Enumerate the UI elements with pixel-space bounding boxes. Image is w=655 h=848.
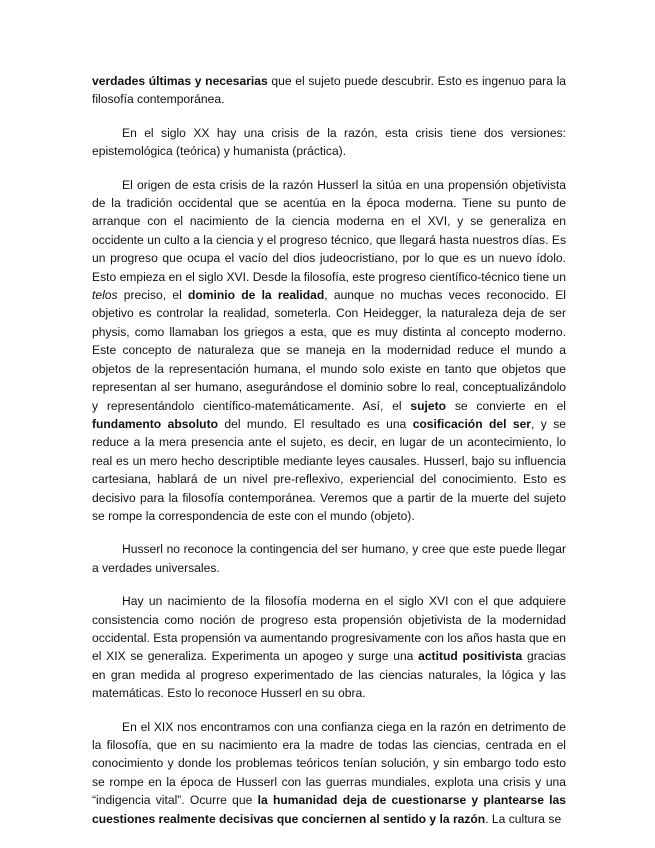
paragraph	[92, 124, 566, 161]
paragraph	[92, 72, 566, 109]
text-run: gracias en gran medida al progreso experimentado de las ciencias naturales, la lógica y las matemáticas. Esto lo reconoce Husserl en su obra.	[92, 649, 566, 701]
bold-text: actitud positivista	[418, 649, 523, 664]
text-run: , aunque no muchas veces reconocido. El objetivo es controlar la realidad, someterla. Con Heidegger, la naturaleza deja de ser physis, como llamaban los griegos a esta, que es muy distinta al concepto moderno. Este concepto de naturaleza que se maneja en la modernidad reduce el mundo a objetos de la representación humana, el mundo solo existe en tanto que objetos que representan al ser humano, asegurándose el dominio sobre lo real, conceptualizándolo y representándolo científico-matemáticamente. Así, el	[92, 288, 566, 413]
text-run: se convierte en el	[446, 398, 566, 413]
bold-text: sujeto	[410, 398, 446, 413]
text-run: , y se reduce a la mera presencia ante el sujeto, es decir, en lugar de un acontecimiento, lo real es un mero hecho descriptible mediante leyes causales. Husserl, bajo su influencia cartesiana, hablará de un nivel pre-reflexivo, experiencial del conocimiento. Esto es decisivo para la filosofía contemporánea. Veremos que a partir de la muerte del sujeto se rompe la correspondencia de este con el mundo (objeto).	[92, 416, 566, 523]
paragraph	[92, 176, 566, 526]
text-run: En el XIX nos encontramos con una confianza ciega en la razón en detrimento de la filosofía, que en su nacimiento era la madre de todas las ciencias, centrada en el conocimiento y donde los problemas teóricos tenían solución, y sin embargo todo esto se rompe en la época de Husserl con las guerras mundiales, explota una crisis y una “indigencia vital”. Ocurre que	[92, 719, 566, 808]
bold-text: cosificación del ser	[412, 416, 532, 431]
text-run: preciso, el	[117, 288, 188, 303]
bold-text: verdades últimas y necesarias	[92, 74, 268, 88]
bold-text: la humanidad deja de cuestionarse y plantearse las cuestiones realmente decisivas que conciernen al sentido y la razón	[92, 793, 566, 826]
paragraph	[92, 718, 566, 828]
text-run: En el siglo XX hay una crisis de la razón, esta crisis tiene dos versiones: epistemológica (teórica) y humanista (práctica).	[92, 125, 566, 159]
text-run: El origen de esta crisis de la razón Husserl la sitúa en una propensión objetivista de la tradición occidental que se acentúa en la época moderna. Tiene su punto de arranque con el nacimiento de la ciencia moderna en el XVI, y se generaliza en occidente un culto a la ciencia y el progreso técnico, que llegará hasta nuestros días. Es un progreso que ocupa el vacío del dios judeocristiano, por lo que es un nuevo ídolo. Esto empieza en el siglo XVI. Desde la filosofía, este progreso científico-técnico tiene un	[92, 177, 566, 284]
text-run: del mundo. El resultado es una	[217, 416, 413, 431]
italic-text: telos	[92, 288, 118, 303]
text-run: que el sujeto puede descubrir. Esto es ingenuo para la filosofía contemporánea.	[92, 74, 566, 107]
text-run: Hay un nacimiento de la filosofía moderna en el siglo XVI con el que adquiere consistencia como noción de progreso esta propensión objetivista de la modernidad occidental. Esta propensión va aumentando progresivamente con los años hasta que en el XIX se generaliza. Experimenta un apogeo y surge una	[92, 594, 566, 664]
paragraph	[92, 592, 566, 702]
bold-text: fundamento absoluto	[92, 416, 218, 431]
text-run: Husserl no reconoce la contingencia del ser humano, y cree que este puede llegar a verdades universales.	[92, 542, 566, 575]
paragraph	[92, 540, 566, 577]
text-run: . La cultura se	[485, 811, 562, 826]
document-body	[92, 72, 566, 843]
bold-text: dominio de la realidad	[187, 288, 325, 303]
